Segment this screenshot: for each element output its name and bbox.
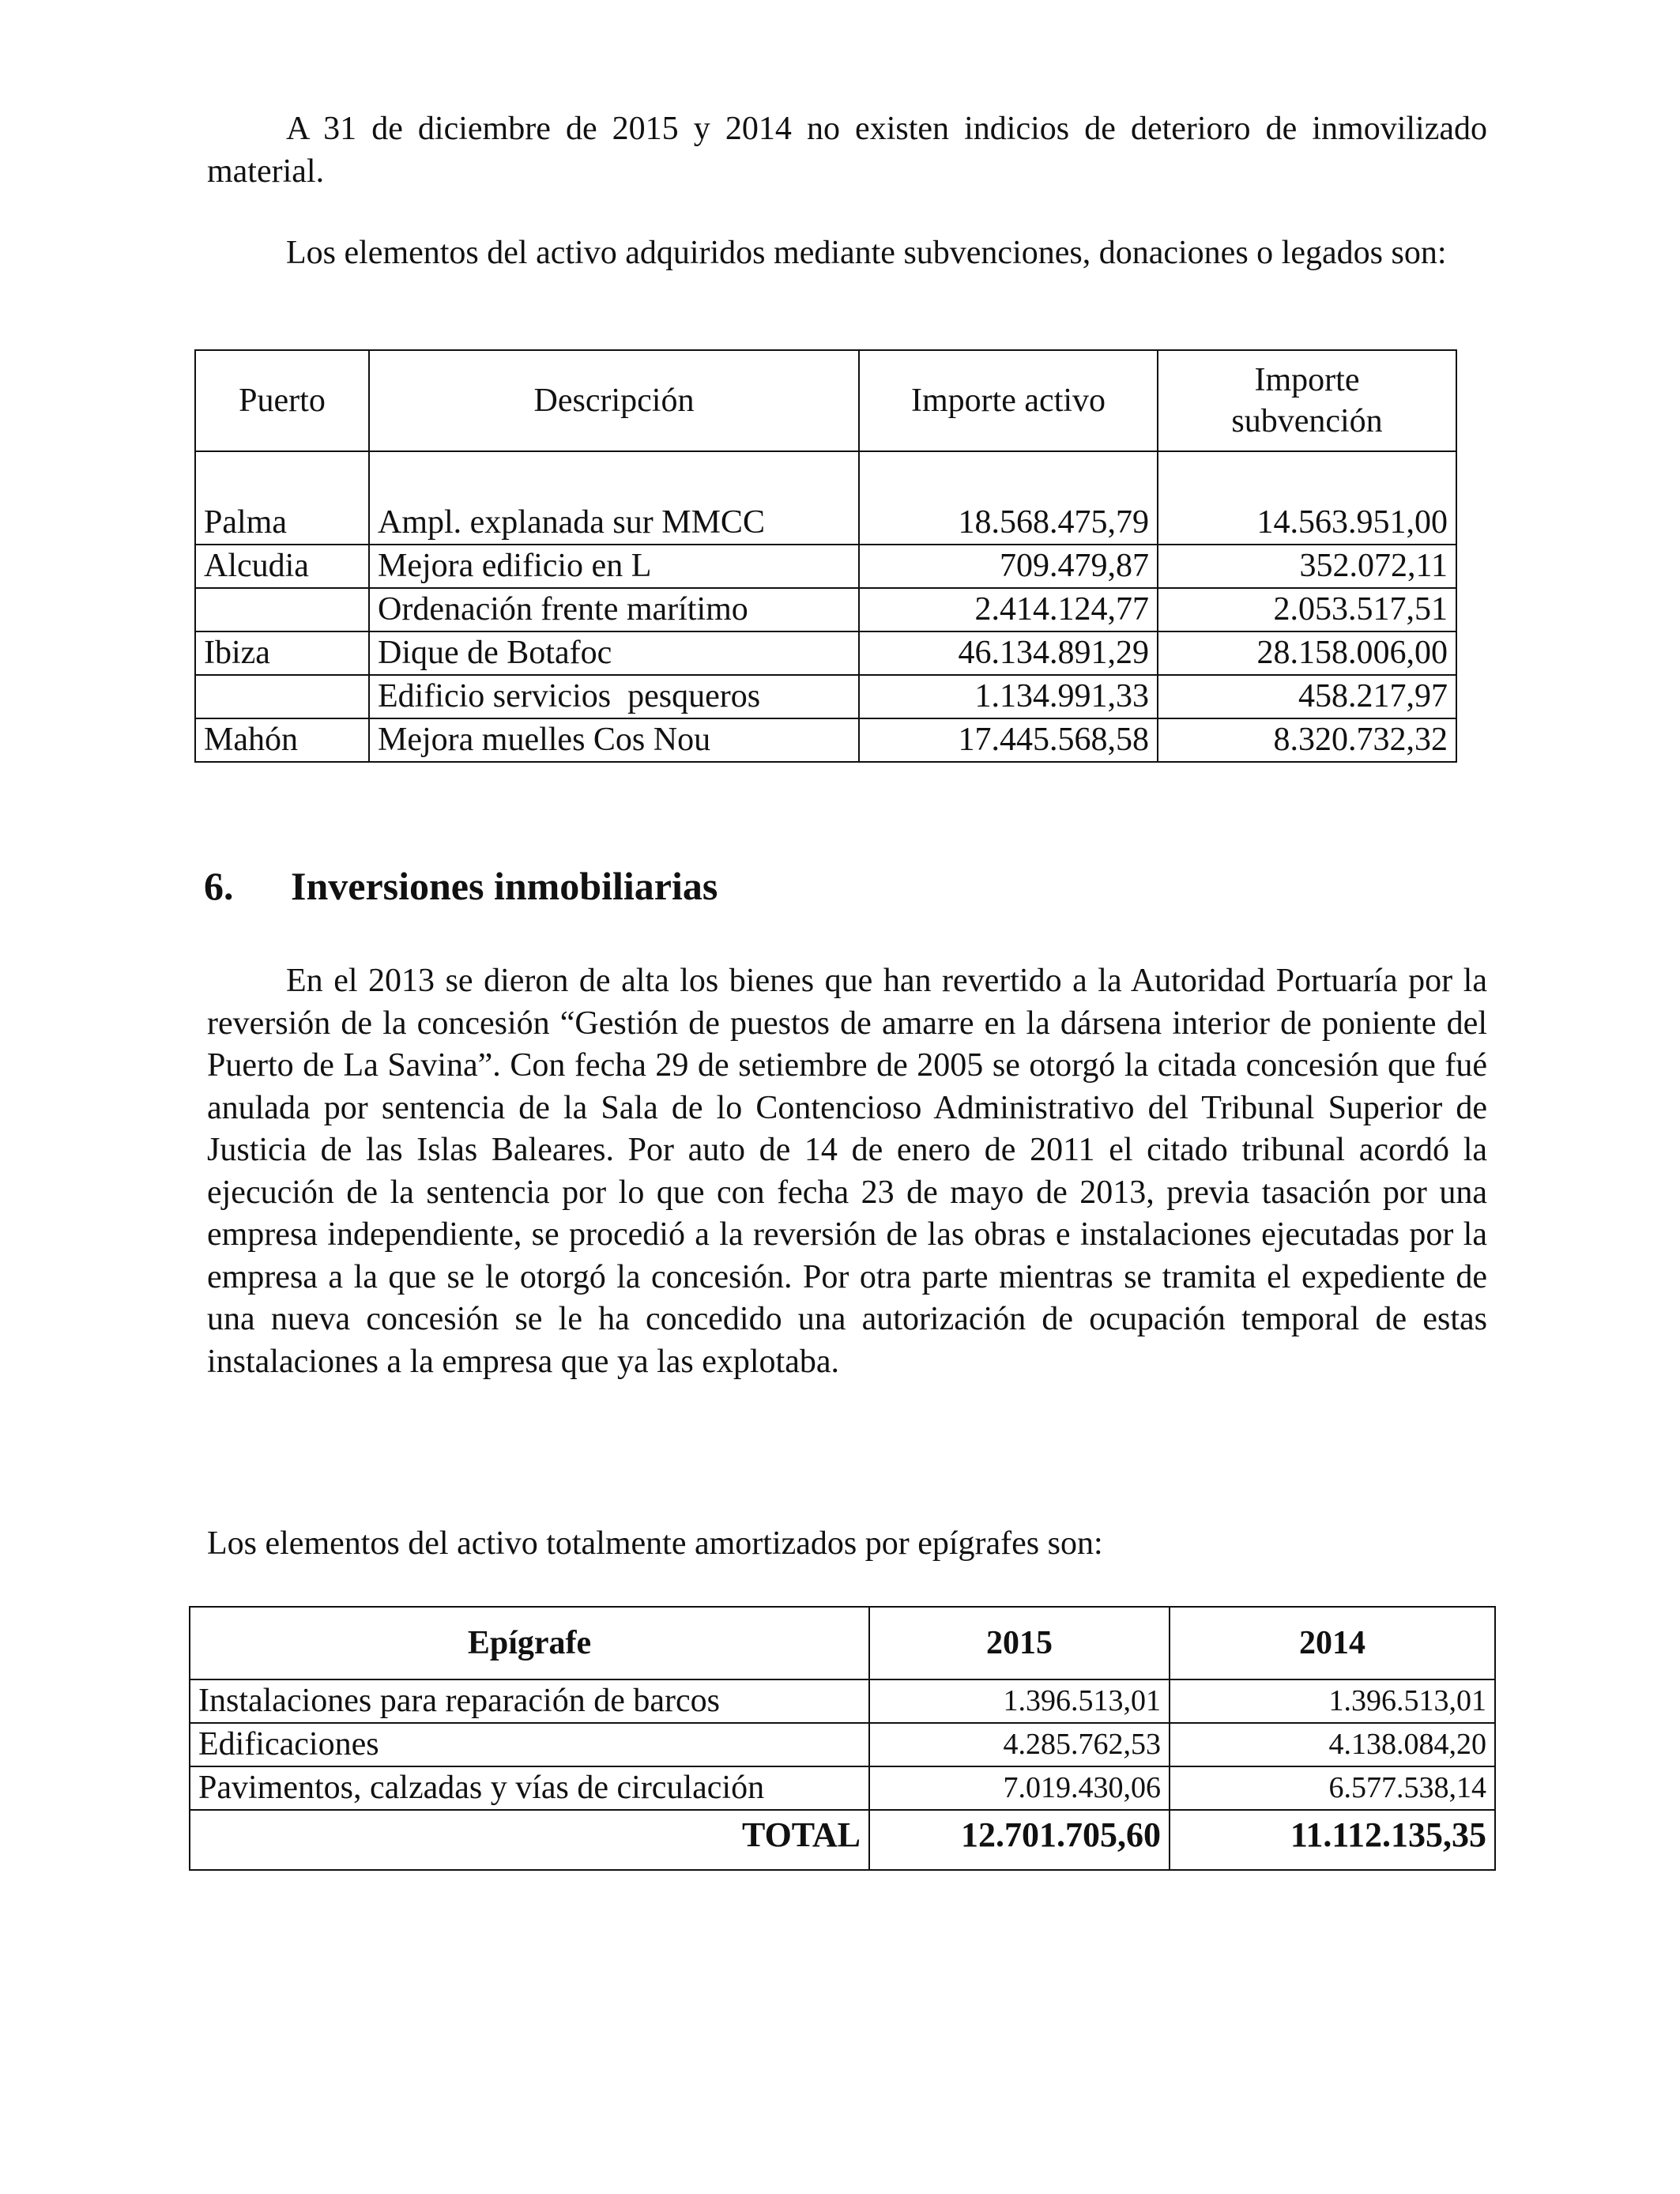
table-row [195,451,1456,545]
amortized-assets-table [189,1606,1496,1871]
table-row [195,675,1456,718]
subsidy-assets-table [194,349,1457,763]
cell-importe-activo: 18.568.475,79 [859,451,1158,545]
cell-importe-activo: 2.414.124,77 [859,588,1158,631]
cell-importe-subvencion: 28.158.006,00 [1158,631,1456,675]
paragraph-deterioro: A 31 de diciembre de 2015 y 2014 no existen indicios de deterioro de inmovilizado material. [207,111,1487,190]
header-epigrafe: Epígrafe [190,1607,869,1679]
cell-puerto: Ibiza [195,631,369,675]
cell-2015: 1.396.513,01 [869,1679,1170,1723]
cell-descripcion: Mejora edificio en L [369,545,859,588]
paragraph-reversion-concesion: En el 2013 se dieron de alta los bienes que han revertido a la Autoridad Portuaría por la reversión de la concesión “Gestión de puestos de amarre en la dársena interior de poniente del Puerto de La Savina”. Con fecha 29 de setiembre de 2005 se otorgó la citada concesión que fué anulada por sentencia de la Sala de lo Contencioso Administrativo del Tribunal Superior de Justicia de las Islas Baleares. Por auto de 14 de enero de 2011 el citado tribunal acordó la ejecución de la sentencia por lo que con fecha 23 de mayo de 2013, previa tasación por una empresa independiente, se procedió a la reversión de las obras e instalaciones ejecutadas por la empresa a la que se le otorgó la concesión. Por otra parte mientras se tramita el expediente de una nueva concesión se le ha concedido una autorización de ocupación temporal de estas instalaciones a la empresa que ya las explotaba. [207,963,1487,1380]
cell-2015: 4.285.762,53 [869,1723,1170,1766]
table-row [195,631,1456,675]
cell-importe-activo: 1.134.991,33 [859,675,1158,718]
section-number: 6. [204,864,234,908]
cell-descripcion: Edificio servicios pesqueros [369,675,859,718]
table-header-row [195,350,1456,451]
paragraph-subvenciones-intro: Los elementos del activo adquiridos mediante subvenciones, donaciones o legados son: [286,235,1447,271]
paragraph-amortizados-intro: Los elementos del activo totalmente amortizados por epígrafes son: [207,1525,1103,1562]
header-2015: 2015 [869,1607,1170,1679]
header-puerto: Puerto [195,350,369,451]
section-heading [204,858,718,914]
table-total-row [190,1810,1495,1870]
table-row [190,1679,1495,1723]
cell-2014: 6.577.538,14 [1170,1766,1495,1810]
cell-puerto [195,588,369,631]
cell-importe-subvencion: 8.320.732,32 [1158,718,1456,762]
cell-importe-subvencion: 352.072,11 [1158,545,1456,588]
table-header-row [190,1607,1495,1679]
cell-2015: 7.019.430,06 [869,1766,1170,1810]
cell-descripcion: Ampl. explanada sur MMCC [369,451,859,545]
cell-importe-subvencion: 14.563.951,00 [1158,451,1456,545]
cell-total-2014: 11.112.135,35 [1170,1810,1495,1870]
cell-descripcion: Mejora muelles Cos Nou [369,718,859,762]
header-importe-subvencion-line1: Importe [1254,362,1360,398]
cell-2014: 1.396.513,01 [1170,1679,1495,1723]
cell-epigrafe: Edificaciones [190,1723,869,1766]
cell-total-2015: 12.701.705,60 [869,1810,1170,1870]
cell-puerto: Alcudia [195,545,369,588]
cell-importe-activo: 46.134.891,29 [859,631,1158,675]
cell-puerto: Mahón [195,718,369,762]
cell-puerto [195,675,369,718]
header-2014: 2014 [1170,1607,1495,1679]
cell-importe-subvencion: 458.217,97 [1158,675,1456,718]
cell-importe-subvencion: 2.053.517,51 [1158,588,1456,631]
section-title: Inversiones inmobiliarias [291,864,718,908]
cell-importe-activo: 17.445.568,58 [859,718,1158,762]
table-row [195,718,1456,762]
cell-epigrafe: Instalaciones para reparación de barcos [190,1679,869,1723]
table-row [190,1723,1495,1766]
header-importe-subvencion [1158,350,1456,451]
header-importe-subvencion-line2: subvención [1231,403,1383,439]
table-row [195,588,1456,631]
cell-epigrafe: Pavimentos, calzadas y vías de circulación [190,1766,869,1810]
cell-descripcion: Dique de Botafoc [369,631,859,675]
cell-importe-activo: 709.479,87 [859,545,1158,588]
cell-total-label: TOTAL [190,1810,869,1870]
cell-puerto: Palma [195,451,369,545]
table-row [195,545,1456,588]
cell-descripcion: Ordenación frente marítimo [369,588,859,631]
cell-2014: 4.138.084,20 [1170,1723,1495,1766]
header-descripcion: Descripción [369,350,859,451]
header-importe-activo: Importe activo [859,350,1158,451]
table-row [190,1766,1495,1810]
